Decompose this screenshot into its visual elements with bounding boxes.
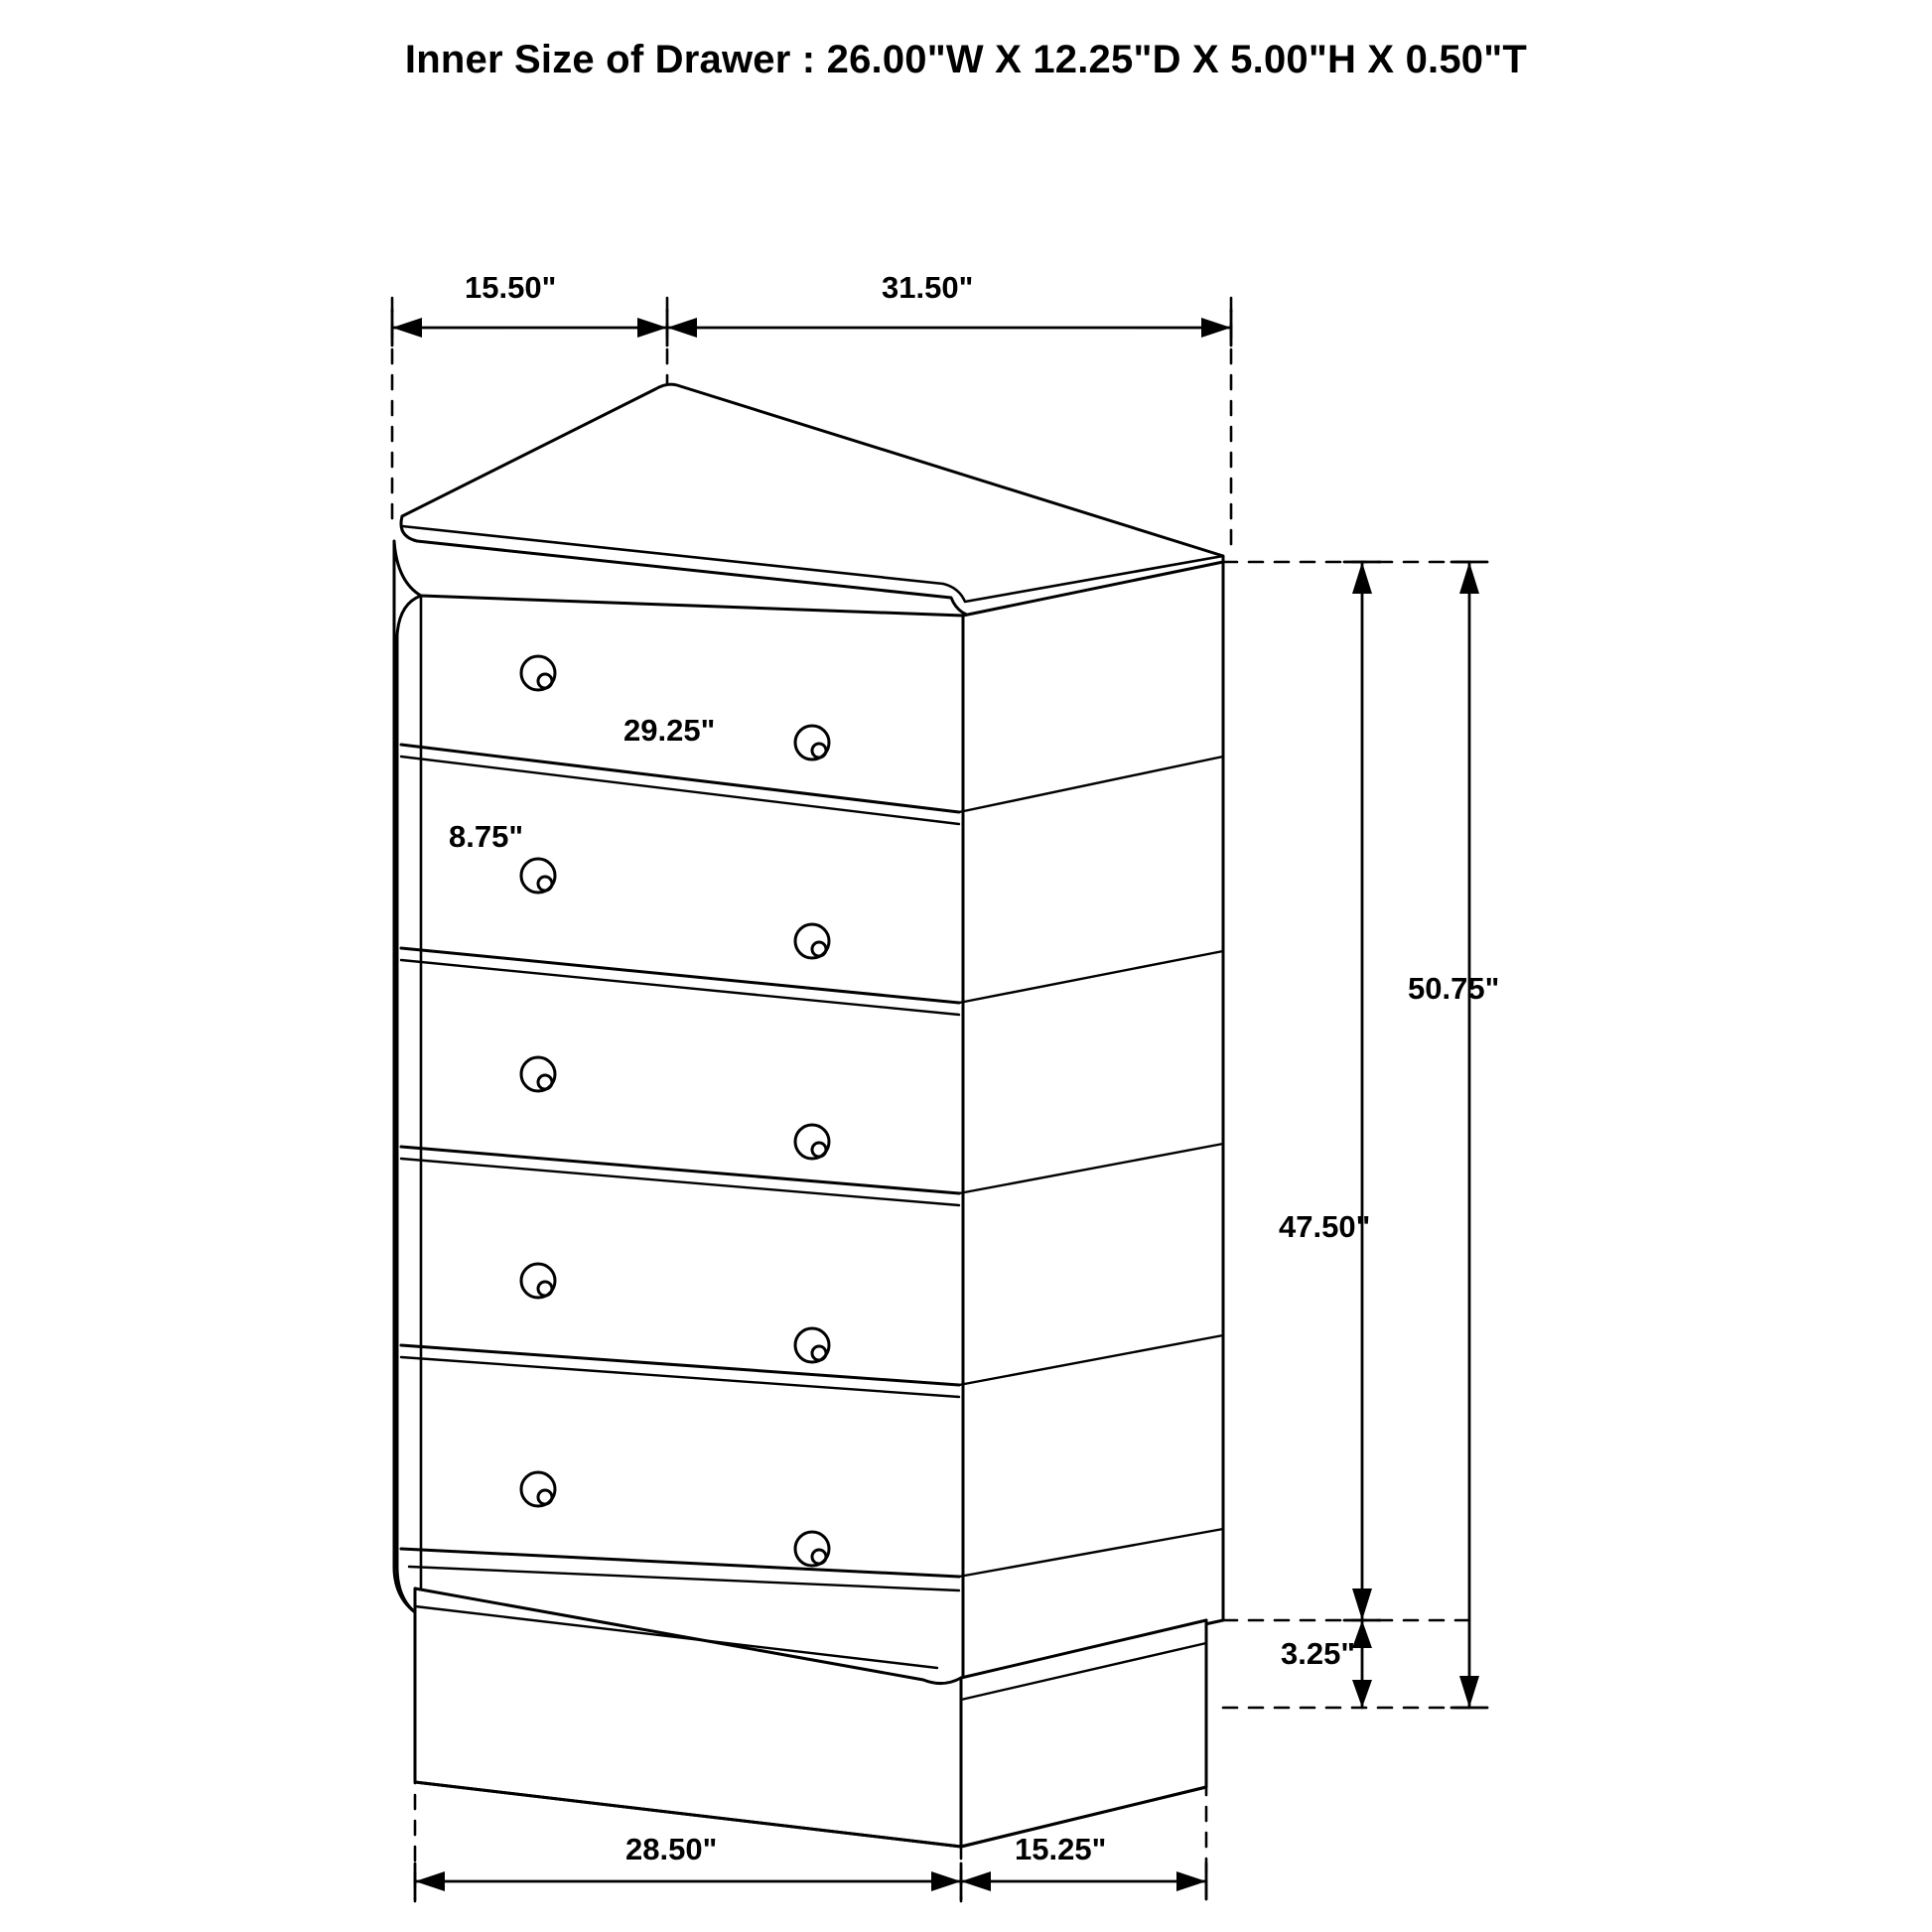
dim-label-cabinet-height: 47.50" (1279, 1209, 1371, 1244)
dim-label-base-depth: 15.25" (1015, 1832, 1107, 1866)
diagram-title: Inner Size of Drawer : 26.00"W X 12.25"D X 5.00"H X 0.50"T (404, 38, 1528, 81)
dim-label-drawer-front-height: 8.75" (449, 819, 524, 854)
dim-label-base-width: 28.50" (625, 1832, 718, 1866)
bottom-dimension-line (415, 1863, 1206, 1899)
dim-label-drawer-front-width: 29.25" (623, 713, 716, 748)
right-dimension-lines (1344, 562, 1487, 1708)
dim-label-base-height: 3.25" (1281, 1636, 1356, 1671)
dim-label-top-depth: 15.50" (465, 270, 557, 305)
chest-right-side (963, 562, 1223, 1678)
dim-label-top-width: 31.50" (882, 270, 974, 305)
top-dimension-line (392, 310, 1231, 345)
dim-label-overall-height: 50.75" (1408, 971, 1500, 1006)
chest-top-panel (401, 384, 1223, 617)
